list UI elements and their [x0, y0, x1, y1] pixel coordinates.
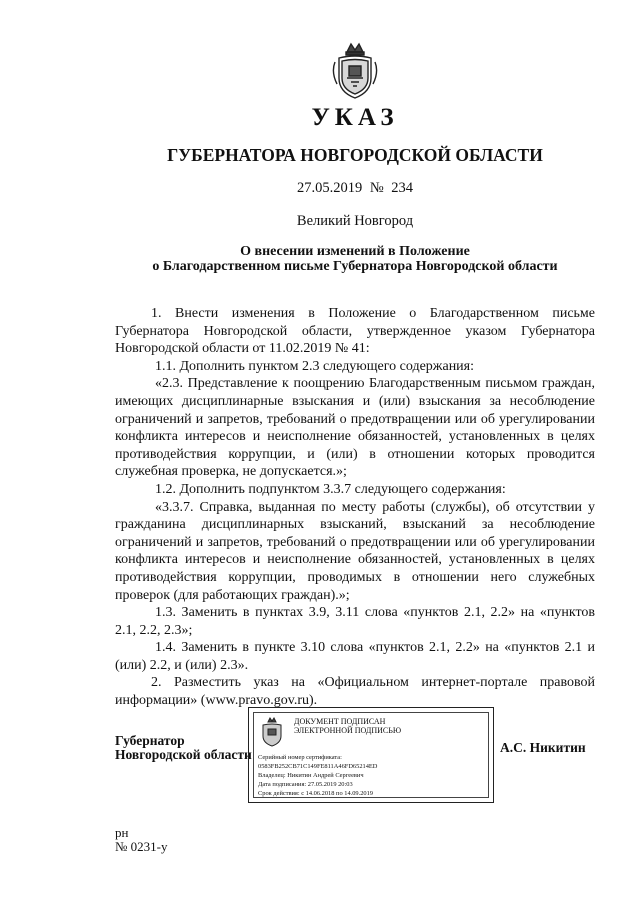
signatory-position	[115, 734, 252, 762]
electronic-signature-stamp	[248, 707, 494, 803]
document-code	[115, 826, 167, 854]
position-line-2: Новгородской области	[115, 747, 252, 762]
stamp-heading-line-2: ЭЛЕКТРОННОЙ ПОДПИСЬЮ	[294, 726, 402, 735]
stamp-serial-label: Серийный номер сертификата:	[258, 754, 342, 761]
document-city: Великий Новгород	[296, 213, 414, 229]
stamp-details	[258, 753, 490, 798]
document-body	[115, 305, 595, 710]
stamp-heading-line-1: ДОКУМЕНТ ПОДПИСАН	[294, 717, 386, 726]
paragraph-2: 2. Разместить указ на «Официальном интернет-портале правовой информации» (www.pravo.gov.ru).	[115, 675, 595, 709]
paragraph-1-3: 1.3. Заменить в пунктах 3.9, 3.11 слова «пунктов 2.1, 2.2» на «пунктов 2.1, 2.2, 2.3»;	[115, 605, 595, 638]
number-label: №	[369, 180, 384, 196]
paragraph-1-1: 1.1. Дополнить пунктом 2.3 следующего содержания:	[155, 358, 475, 374]
heading-line-1: О внесении изменений в Положение	[240, 244, 470, 259]
stamp-owner: Владелец: Никитин Андрей Сергеевич	[258, 772, 364, 779]
heading-line-2: о Благодарственном письме Губернатора Новгородской области	[152, 259, 558, 274]
document-date: 27.05.2019	[296, 180, 363, 196]
signatory-name: А.С. Никитин	[500, 740, 586, 755]
paragraph-1: 1. Внести изменения в Положение о Благодарственном письме Губернатора Новгородской области, утвержденное указом Губернатора Новгородской области от 11.02.2019 № 41:	[115, 306, 595, 357]
executor-initials: рн	[115, 825, 129, 840]
paragraph-3-3-7-quote: «3.3.7. Справка, выданная по месту работы (службы), об отсутствии у гражданина дисциплинарных взысканий, взысканий за несоблюдение ограничений и запретов, требований о предотвращении или об урегулировании конфликта интересов и неисполнение обязанностей, установленных в целях противодействия коррупции, проводимых в отношении него служебных проверок (для работающих граждан).»;	[115, 499, 595, 603]
stamp-emblem-icon	[258, 717, 286, 747]
document-number: 234	[391, 180, 414, 196]
document-subtitle: ГУБЕРНАТОРА НОВГОРОДСКОЙ ОБЛАСТИ	[167, 145, 543, 165]
document-title: УКАЗ	[311, 104, 399, 131]
stamp-validity: Срок действия: с 14.06.2018 по 14.09.2019	[258, 790, 374, 797]
paragraph-2-3-quote: «2.3. Представление к поощрению Благодарственным письмом граждан, имеющих дисциплинарные взыскания и (или) взыскания за несоблюдение ограничений и запретов, требований о предотвращении или об урегулировании конфликта интересов и неисполнение обязанностей, установленных в целях противодействия коррупции, и (или) в отношении которых проводится служебная проверка, не допускается.»;	[115, 376, 595, 480]
paragraph-1-2: 1.2. Дополнить подпунктом 3.3.7 следующего содержания:	[155, 481, 506, 497]
position-line-1: Губернатор	[115, 733, 185, 748]
document-heading	[0, 244, 640, 274]
stamp-serial: 0583FB252CB71C149FE811A46FD65214ED	[258, 763, 378, 770]
stamp-heading	[294, 717, 490, 735]
date-number-line	[0, 180, 640, 197]
coat-of-arms-emblem	[331, 42, 379, 100]
registration-code: № 0231-у	[115, 839, 168, 854]
stamp-inner-frame	[253, 712, 489, 798]
stamp-signed-date: Дата подписания: 27.05.2019 20:03	[258, 781, 353, 788]
paragraph-1-4: 1.4. Заменить в пункте 3.10 слова «пунктов 2.1, 2.2» на «пунктов 2.1 и (или) 2.2, и (или) 2.3».	[115, 640, 595, 673]
